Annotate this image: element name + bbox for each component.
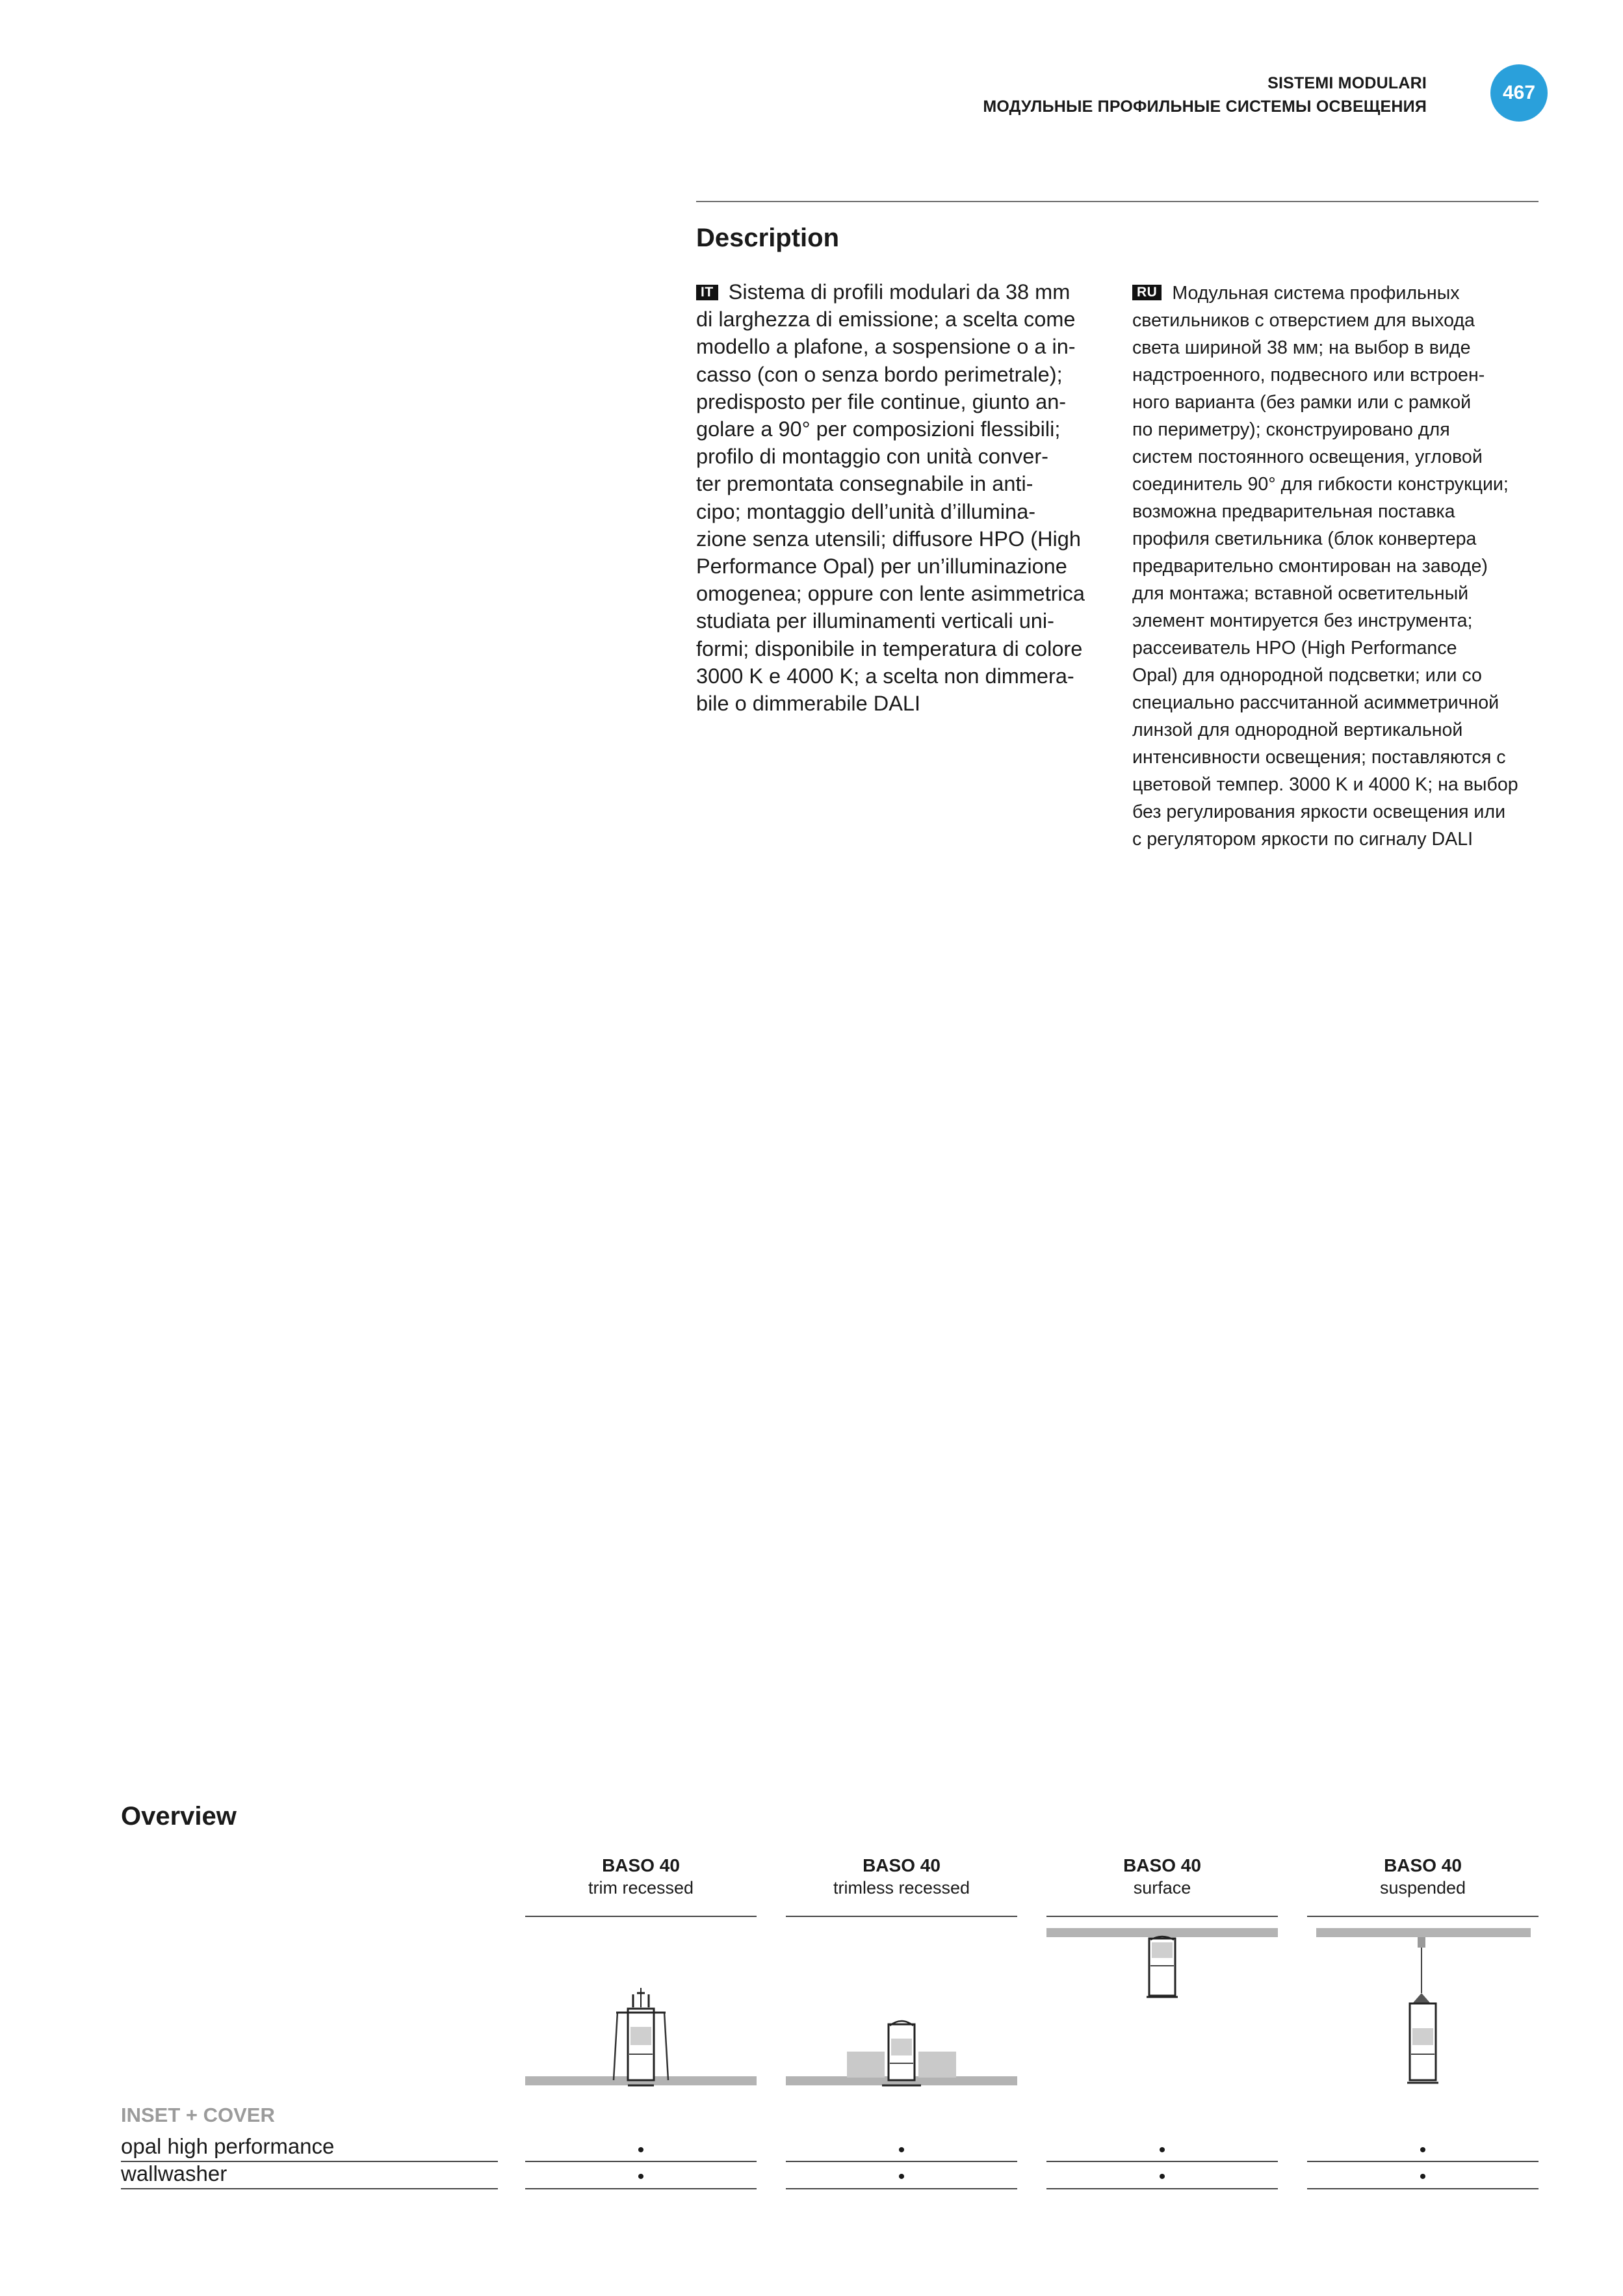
- column-header-surface: [1046, 1855, 1278, 1899]
- description-line: без регулирования яркости освещения или: [1132, 802, 1506, 822]
- description-line: с регулятором яркости по сигналу DALI: [1132, 829, 1474, 850]
- trimless-recessed-profile-icon: [785, 1924, 1019, 2087]
- description-line: света шириной 38 мм; на выбор в виде: [1132, 337, 1471, 358]
- description-line: studiata per illuminamenti verticali uni-: [696, 609, 1054, 633]
- description-line: di larghezza di emissione; a scelta come: [696, 307, 1076, 332]
- row-mark: •: [898, 2166, 905, 2187]
- description-russian: [1132, 280, 1548, 853]
- suspended-profile-icon: [1306, 1924, 1540, 2087]
- column-model: BASO 40: [1384, 1855, 1462, 1875]
- description-italian: [696, 278, 1112, 717]
- column-model: BASO 40: [602, 1855, 680, 1875]
- trim-recessed-profile-icon: [524, 1924, 758, 2087]
- description-line: цветовой темпер. 3000 K и 4000 K; на выбор: [1132, 774, 1518, 795]
- language-tag-it: IT: [696, 285, 718, 300]
- column-variant: suspended: [1379, 1878, 1466, 1898]
- description-line: Opal) для однородной подсветки; или со: [1132, 665, 1482, 686]
- row-divider: [525, 2161, 757, 2162]
- row-divider: [1307, 2161, 1539, 2162]
- header-section-title: SISTEMI MODULARI: [1267, 74, 1427, 92]
- description-line: рассеиватель HPO (High Performance: [1132, 638, 1457, 659]
- description-line: соединитель 90° для гибкости конструкции;: [1132, 474, 1509, 495]
- column-variant: trim recessed: [588, 1878, 694, 1898]
- description-line: modello a plafone, a sospensione o a in-: [696, 335, 1076, 359]
- row-divider: [786, 2161, 1017, 2162]
- row-mark: •: [637, 2166, 645, 2187]
- description-line: 3000 K e 4000 K; a scelta non dimmera-: [696, 664, 1074, 688]
- description-line: предварительно смонтирован на заводе): [1132, 556, 1488, 577]
- description-line: линзой для однородной вертикальной: [1132, 720, 1463, 740]
- row-mark: •: [1419, 2166, 1427, 2187]
- row-label-wallwasher: wallwasher: [121, 2161, 227, 2185]
- column-header-trimless-recessed: [786, 1855, 1017, 1899]
- description-line: predisposto per file continue, giunto an-: [696, 389, 1067, 413]
- overview-heading: Overview: [121, 1802, 237, 1831]
- description-line: специально рассчитанной асимметричной: [1132, 692, 1500, 713]
- row-divider: [1046, 2188, 1278, 2189]
- description-line: возможна предварительная поставка: [1132, 501, 1455, 522]
- description-line: golare a 90° per composizioni flessibili;: [696, 417, 1061, 441]
- row-divider: [786, 2188, 1017, 2189]
- row-label-opal-high-performance: opal high performance: [121, 2134, 335, 2158]
- description-line: систем постоянного освещения, угловой: [1132, 447, 1483, 467]
- description-line: bile o dimmerabile DALI: [696, 692, 921, 716]
- column-rule: [525, 1916, 757, 1917]
- description-line: интенсивности освещения; поставляются с: [1132, 747, 1506, 768]
- column-header-suspended: [1307, 1855, 1539, 1899]
- row-divider: [121, 2188, 498, 2189]
- description-line: профиля светильника (блок конвертера: [1132, 528, 1477, 549]
- description-line: по периметру); сконструировано для: [1132, 419, 1450, 440]
- row-mark: •: [1158, 2166, 1166, 2187]
- description-line: zione senza utensili; diffusore HPO (High: [696, 527, 1081, 551]
- column-rule: [1307, 1916, 1539, 1917]
- description-line: ного варианта (без рамки или с рамкой: [1132, 392, 1472, 413]
- row-divider: [1307, 2188, 1539, 2189]
- category-label: INSET + COVER: [121, 2104, 275, 2126]
- description-line: элемент монтируется без инструмента;: [1132, 610, 1473, 631]
- header-section-subtitle: МОДУЛЬНЫЕ ПРОФИЛЬНЫЕ СИСТЕМЫ ОСВЕЩЕНИЯ: [983, 98, 1427, 116]
- row-mark: •: [1158, 2139, 1166, 2161]
- column-rule: [1046, 1916, 1278, 1917]
- language-tag-ru: RU: [1132, 285, 1162, 300]
- row-mark: •: [637, 2139, 645, 2161]
- column-model: BASO 40: [863, 1855, 941, 1875]
- description-line: cipo; montaggio dell’unità d’illumina-: [696, 499, 1036, 523]
- description-line: omogenea; oppure con lente asimmetrica: [696, 582, 1085, 606]
- description-line: casso (con o senza bordo perimetrale);: [696, 362, 1063, 386]
- description-line: для монтажа; вставной осветительный: [1132, 583, 1469, 604]
- description-line: Модульная система профильных: [1172, 283, 1460, 304]
- column-variant: trimless recessed: [833, 1878, 970, 1898]
- description-line: formi; disponibile in temperatura di colore: [696, 636, 1083, 660]
- column-model: BASO 40: [1123, 1855, 1201, 1875]
- description-line: надстроенного, подвесного или встроен-: [1132, 365, 1485, 385]
- column-variant: surface: [1133, 1878, 1191, 1898]
- description-line: светильников с отверстием для выхода: [1132, 310, 1475, 331]
- description-top-rule: [696, 201, 1539, 202]
- surface-profile-icon: [1045, 1924, 1279, 2087]
- description-heading: Description: [696, 224, 840, 252]
- column-rule: [786, 1916, 1017, 1917]
- page-number-badge: 467: [1490, 64, 1548, 122]
- description-line: ter premontata consegnabile in anti-: [696, 472, 1033, 496]
- description-line: profilo di montaggio con unità conver-: [696, 445, 1048, 469]
- row-divider: [1046, 2161, 1278, 2162]
- running-header: [983, 72, 1427, 118]
- row-mark: •: [1419, 2139, 1427, 2161]
- row-divider: [525, 2188, 757, 2189]
- row-mark: •: [898, 2139, 905, 2161]
- description-line: Sistema di profili modulari da 38 mm: [728, 280, 1071, 304]
- column-header-trim-recessed: [525, 1855, 757, 1899]
- description-line: Performance Opal) per un’illuminazione: [696, 554, 1067, 579]
